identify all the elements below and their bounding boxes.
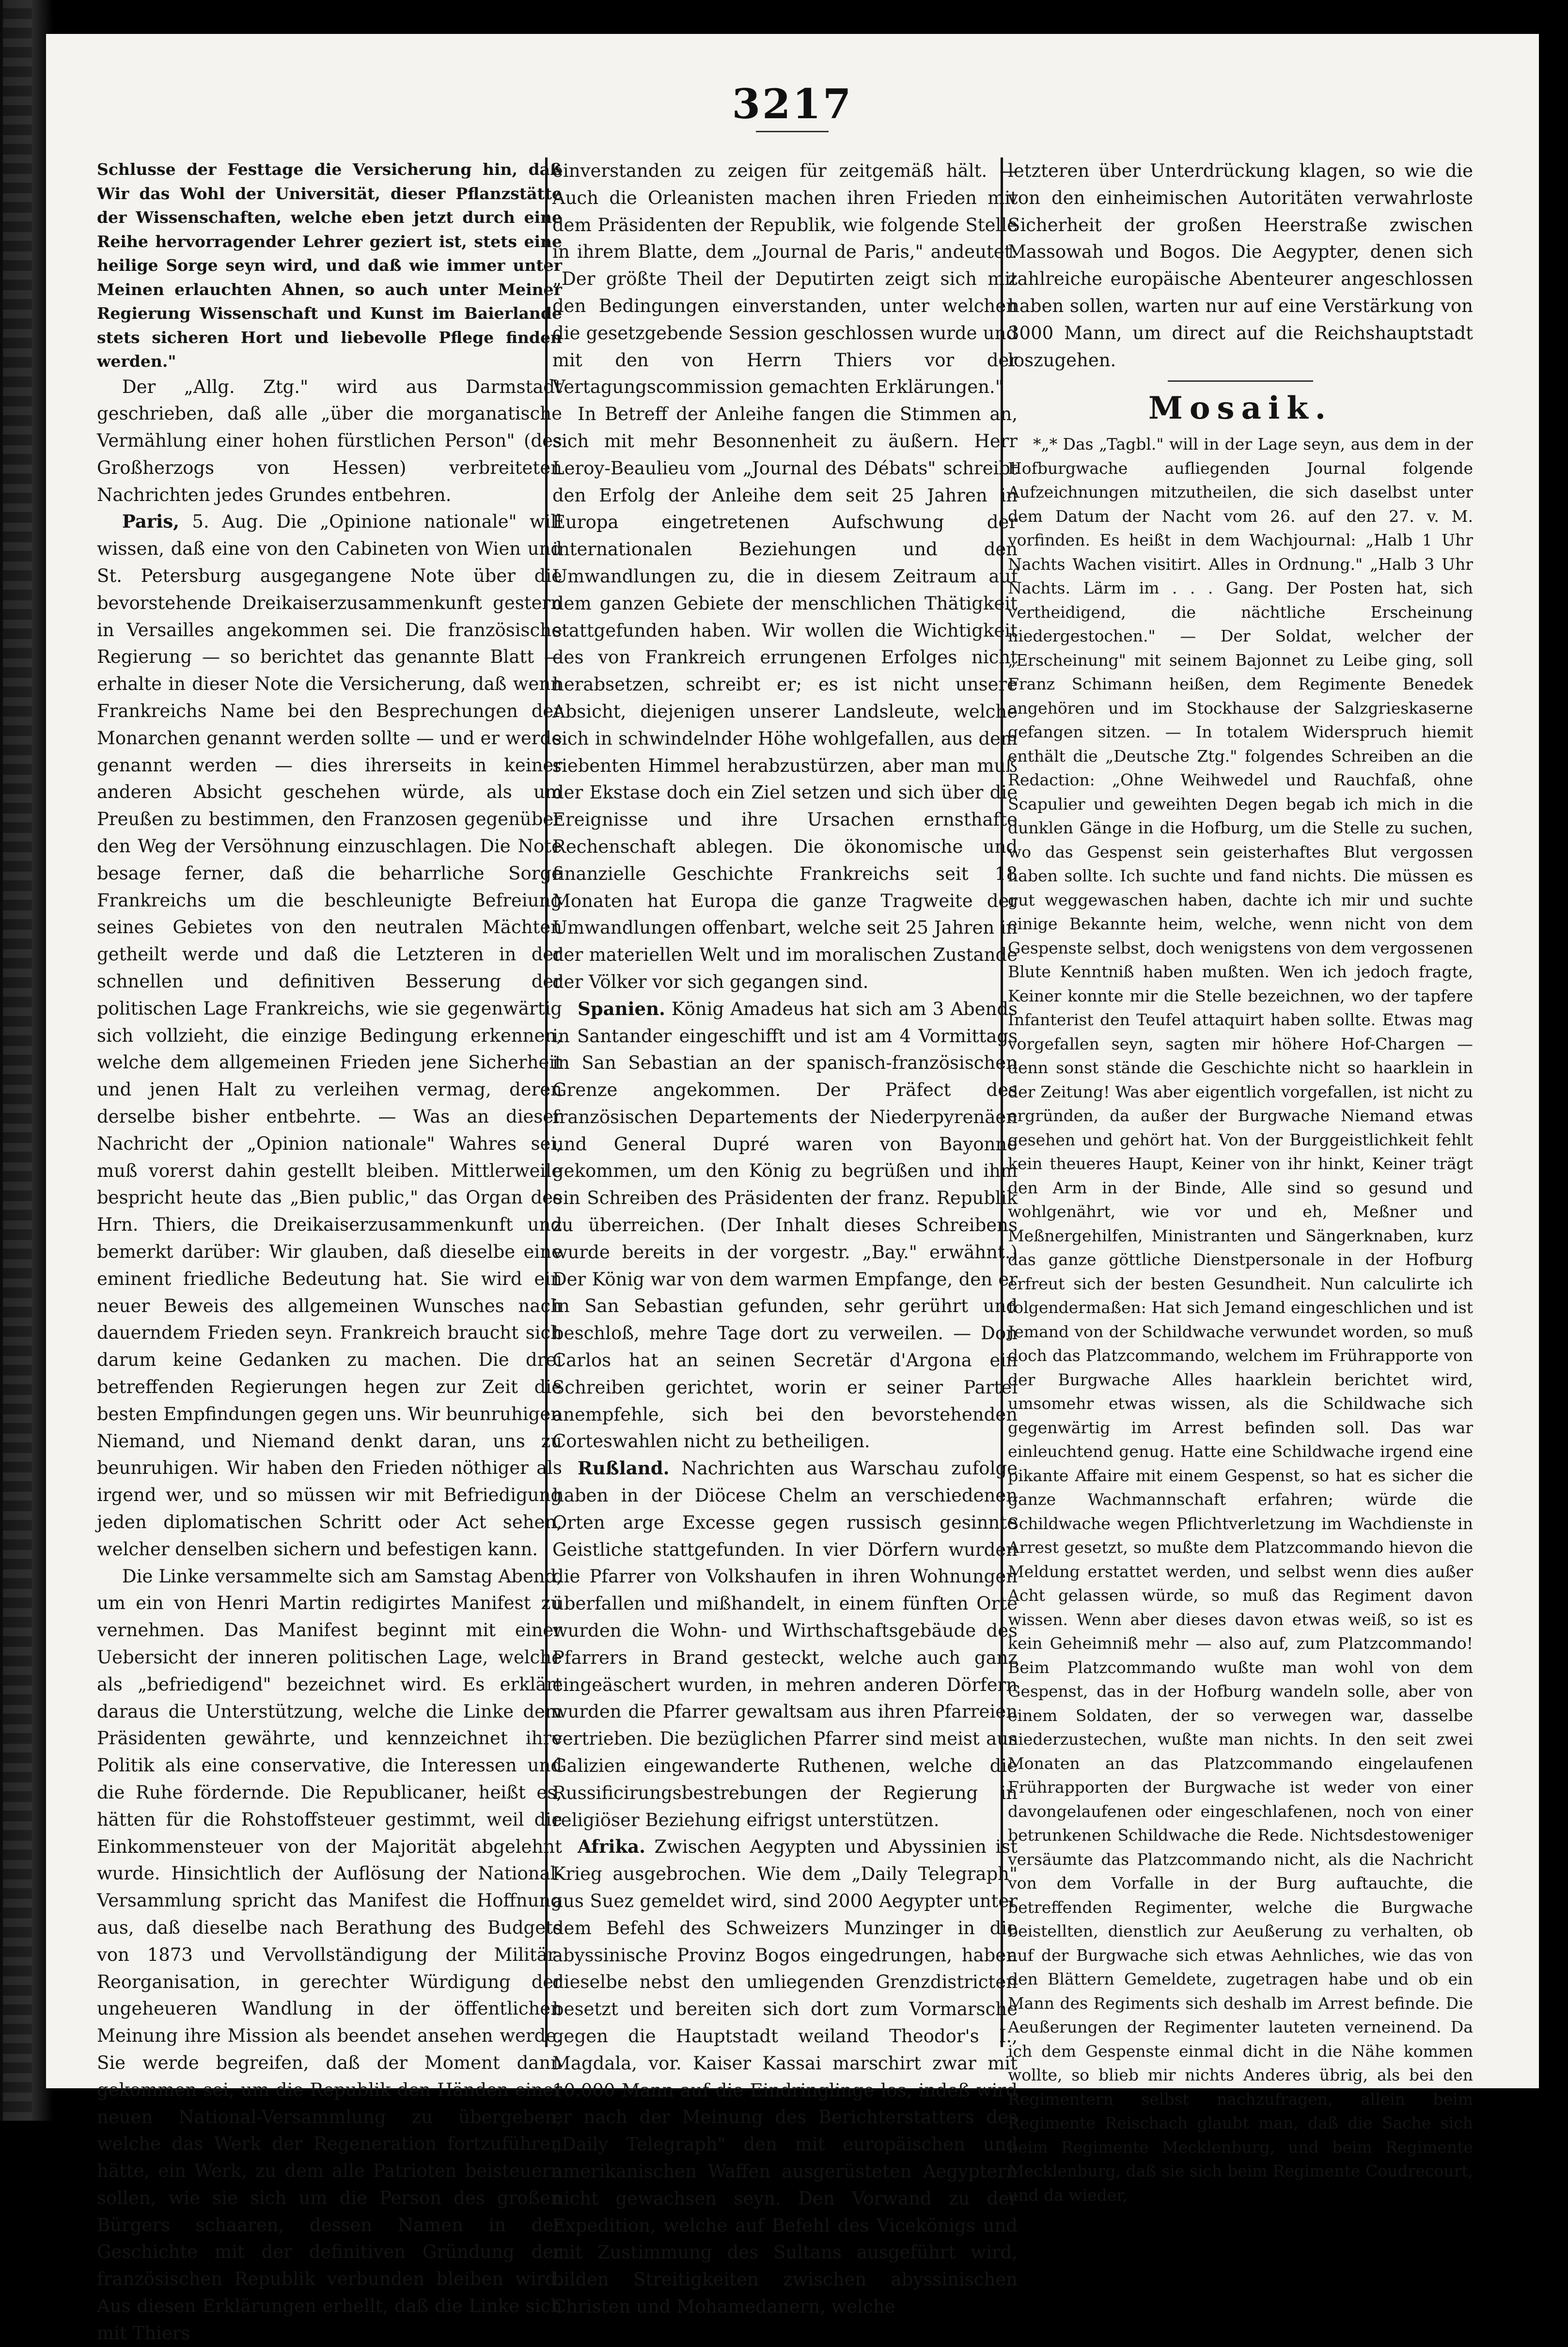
paragraph-anleihe: In Betreff der Anleihe fangen die Stimmen an, sich mit mehr Besonnenheit zu äußern. Herr Leroy-Beaulieu vom „Journal des Débats" schreibt den Erfolg der Anleihe dem seit 25 Jahren in Europa eingetretenen Aufschwung der internationalen Beziehungen und den Umwandlungen zu, die in diesem Zeitraum auf dem ganzen Gebiete der menschlichen Thätigkeit stattgefunden haben. Wir wollen die Wichtigkeit des von Frankreich errungenen Erfolges nicht herabsetzen, schreibt er; es ist nicht unsere Absicht, diejenigen unserer Landsleute, welche sich in schwindelnder Höhe wohlgefallen, aus dem siebenten Himmel herabzustürzen, aber man muß der Ekstase doch ein Ziel setzen und sich über die Ereignisse und ihre Ursachen ernsthafte Rechenschaft ablegen. Die ökonomische und finanzielle Geschichte Frankreichs seit 18 Monaten hat Europa die ganze Tragweite der Umwandlungen offenbart, welche seit 25 Jahren in der materiellen Welt und im moralischen Zustande der Völker vor sich gegangen sind.: [552, 404, 1018, 992]
paragraph-afrika-body: Zwischen Aegypten und Abyssinien ist Krieg ausgebrochen. Wie dem „Daily Telegraph" aus Suez gemeldet wird, sind 2000 Aegypter unter dem Befehl des Schweizers Munzinger in die abyssinische Provinz Bogos eingedrungen, haben dieselbe nebst den umliegenden Grenzdistricten besetzt und bereiten sich dort zum Vormarsche gegen die Hauptstadt weiland Theodor's I., Magdala, vor. Kaiser Kassai marschirt zwar mit 10.000 Mann auf die Eindringlinge los, indeß wird er nach der Meinung des Berichterstatters des „Daily Telegraph" den mit europäischen und amerikanischen Waffen ausgerüsteten Aegyptern nicht gewachsen seyn. Den Vorwand zu der Expedition, welche auf Befehl des Vicekönigs und mit Zustimmung des Sultans ausgeführt wird, bilden Streitigkeiten zwischen abyssinischen Christen und Mohamedanern, welche: [552, 1836, 1018, 2317]
dateline-afrika: Afrika.: [578, 1836, 646, 1858]
paragraph-linke-manifest: Die Linke versammelte sich am Samstag Abend, um ein von Henri Martin redigirtes Manifest zu vernehmen. Das Manifest beginnt mit einer Uebersicht der inneren politischen Lage, welche als „befriedigend" bezeichnet wird. Es erklärt daraus die Unterstützung, welche die Linke dem Präsidenten gewährte, und kennzeichnet ihre Politik als eine conservative, die Interessen und die Ruhe fördernde. Die Republicaner, heißt es, hätten für die Rohstoffsteuer gestimmt, weil die Einkommensteuer von der Majorität abgelehnt wurde. Hinsichtlich der Auflösung der National-Versammlung spricht das Manifest die Hoffnung aus, daß dieselbe nach Berathung des Budgets von 1873 und Vervollständigung der Militär-Reorganisation, in gerechter Würdigung der ungeheueren Wandlung in der öffentlichen Meinung ihre Mission als beendet ansehen werde. Sie werde begreifen, daß der Moment dann gekommen sei, um die Republik den Händen einer neuen National-Versammlung zu übergeben, welche das Werk der Regeneration fortzuführen hätte, ein Werk, zu dem alle Patrioten beisteuern sollen, wie sie sich um die Person des großen Bürgers schaaren, dessen Namen in der Geschichte mit der definitiven Gründung der französischen Republik verbunden bleiben wird. Aus diesen Erklärungen erhellt, daß die Linke sich mit Thiers: [97, 1565, 562, 2344]
column-left: [97, 157, 562, 2344]
paragraph-afrika: [552, 1833, 1018, 2320]
paragraph-orleanisten: einverstanden zu zeigen für zeitgemäß hält. — Auch die Orleanisten machen ihren Frieden mit dem Präsidenten der Republik, wie folgende Stelle in ihrem Blatte, dem „Journal de Paris," andeutet: „Der größte Theil der Deputirten zeigt sich mit den Bedingungen einverstanden, unter welchen die gesetzgebende Session geschlossen wurde und mit den von Herrn Thiers vor der Vertagungscommission gemachten Erklärungen.": [552, 160, 1018, 398]
paragraph-abyssinien-continued: letzteren über Unterdrückung klagen, so wie die von den einheimischen Autoritäten verwahrloste Sicherheit der großen Heerstraße zwischen Massowah und Bogos. Die Aegypter, denen sich zahlreiche europäische Abenteurer angeschlossen haben sollen, warten nur auf eine Verstärkung von 3000 Mann, um direct auf die Reichshauptstadt loszugehen.: [1008, 160, 1473, 371]
paragraph-spanien: [552, 996, 1018, 1455]
paragraph-russland-body: Nachrichten aus Warschau zufolge haben in der Diöcese Chelm an verschiedenen Orten arge Excesse gegen russisch gesinnte Geistliche stattgefunden. In vier Dörfern wurden die Pfarrer von Volkshaufen in ihren Wohnungen überfallen und mißhandelt, in einem fünften Orte wurden die Wohn- und Wirthschaftsgebäude des Pfarrers in Brand gesteckt, welche auch ganz eingeäschert wurden, in mehren anderen Dörfern wurden die Pfarrer gewaltsam aus ihren Pfarreien vertrieben. Die bezüglichen Pfarrer sind meist aus Galizien eingewanderte Ruthenen, welche die Russificirungsbestrebungen der Regierung in religiöser Beziehung eifrigst unterstützen.: [552, 1458, 1018, 1831]
paragraph-darmstadt: Der „Allg. Ztg." wird aus Darmstadt geschrieben, daß alle „über die morganatische Vermählung einer hohen fürstlichen Person" (des Großherzogs von Hessen) verbreiteten Nachrichten jedes Grundes entbehren.: [97, 376, 562, 505]
column-divider: [1001, 157, 1003, 2047]
dateline-russland: Rußland.: [578, 1457, 670, 1479]
page-number-underline: [756, 131, 829, 132]
paragraph-paris: [97, 508, 562, 1563]
column-divider: [545, 157, 548, 2047]
column-middle: [552, 157, 1018, 2317]
dateline-spanien: Spanien.: [578, 998, 665, 1019]
paragraph-university-closing: Schlusse der Festtage die Versicherung hin, daß Wir das Wohl der Universität, dieser Pflanzstätte der Wissenschaften, welche eben jetzt durch eine Reihe hervorragender Lehrer geziert ist, stets eine heilige Sorge seyn wird, und daß wie immer unter Meinen erlauchten Ahnen, so auch unter Meiner Regierung Wissenschaft und Kunst im Baierlande stets sicheren Hort und liebevolle Pflege finden werden.": [97, 160, 562, 371]
section-heading-mosaik: Mosaik.: [1148, 390, 1333, 427]
paragraph-spanien-body: König Amadeus hat sich am 3 Abends in Santander eingeschifft und ist am 4 Vormittags in San Sebastian an der spanisch-französischen Grenze angekommen. Der Präfect des französischen Departements der Niederpyrenäen und General Dupré waren von Bayonne gekommen, um den König zu begrüßen und ihm ein Schreiben des Präsidenten der franz. Republik zu überreichen. (Der Inhalt dieses Schreibens wurde bereits in der vorgestr. „Bay." erwähnt.) Der König war von dem warmen Empfange, den er in San Sebastian gefunden, sehr gerührt und beschloß, mehre Tage dort zu verweilen. — Don Carlos hat an seinen Secretär d'Argona ein Schreiben gerichtet, worin er seiner Partei anempfehle, sich bei den bevorstehenden Corteswahlen nicht zu betheiligen.: [552, 998, 1018, 1452]
newspaper-page: [46, 34, 1539, 2344]
column-right: [1008, 157, 1473, 2205]
paragraph-mosaik-gespenst: *„* Das „Tagbl." will in der Lage seyn, aus dem in der Hofburgwache aufliegenden Journal folgende Aufzeichnungen mitzutheilen, die sich daselbst unter dem Datum der Nacht vom 26. auf den 27. v. M. vorfinden. Es heißt in dem Wachjournal: „Halb 1 Uhr Nachts Wachen visitirt. Alles in Ordnung." „Halb 3 Uhr Nachts. Lärm im . . . Gang. Der Posten hat, sich vertheidigend, die nächtliche Erscheinung niedergestochen." — Der Soldat, welcher der „Erscheinung" mit seinem Bajonnet zu Leibe ging, soll Franz Schimann heißen, dem Regimente Benedek angehören und im Stockhause der Salzgrieskaserne gefangen sitzen. — In totalem Widerspruch hiemit enthält die „Deutsche Ztg." folgendes Schreiben an die Redaction: „Ohne Weihwedel und Rauchfaß, ohne Scapulier und geweihten Degen begab ich mich in die dunklen Gänge in die Hofburg, um die Stelle zu suchen, wo das Gespenst sein geisterhaftes Blut vergossen haben sollte. Ich suchte und fand nichts. Die müssen es gut weggewaschen haben, dachte ich mir und suchte einige Bekannte heim, welche, wenn nicht von dem Gespenste selbst, doch wenigstens von dem vergossenen Blute Kenntniß haben mußten. Wen ich jedoch fragte, Keiner konnte mir die Stelle bezeichnen, wo der tapfere Infanterist den Teufel attaquirt haben sollte. Etwas mag vorgefallen seyn, sagten mir höhere Hof-Chargen — denn sonst stände die Geschichte nicht so haarklein in der Zeitung! Was aber eigentlich vorgefallen, ist nicht zu ergründen, da außer der Burgwache Niemand etwas gesehen und gehört hat. Von der Burggeistlichkeit fehlt kein theueres Haupt, Keiner von ihr hinkt, Keiner trägt den Arm in der Binde, Alle sind so gesund und wohlgenährt, wie vor und eh, Meßner und Meßnergehilfen, Ministranten und Sängerknaben, kurz das ganze göttliche Dienstpersonale in der Hofburg erfreut sich der besten Gesundheit. Nun calculirte ich folgendermaßen: Hat sich Jemand eingeschlichen und ist Jemand von der Schildwache verwundet worden, so muß doch das Platzcommando, welchem im Frührapporte von der Burgwache Alles haarklein berichtet wird, umsomehr etwas wissen, als die Schildwache sich gegenwärtig im Arrest befinden soll. Das war einleuchtend genug. Hatte eine Schildwache irgend eine pikante Affaire mit einem Gespenst, so hat es sicher die ganze Wachmannschaft erfahren; würde die Schildwache wegen Pflichtverletzung im Wachdienste in Arrest gesetzt, so mußte dem Platzcommando hievon die Meldung erstattet werden, und selbst wenn dies außer Acht gelassen würde, so muß das Regiment davon wissen. Wenn aber dieses davon etwas weiß, so ist es kein Geheimniß mehr — also auf, zum Platzcommando! Beim Platzcommando wußte man wohl von dem Gespenst, das in der Hofburg wandeln solle, aber von einem Soldaten, der so verwegen war, dasselbe niederzustechen, wußte man nichts. In den seit zwei Monaten an das Platzcommando eingelaufenen Frührapporten der Burgwache ist weder von einer davongelaufenen oder eingeschlafenen, noch von einer betrunkenen Schildwache die Rede. Nichtsdestoweniger versäumte das Platzcommando nicht, als die Nachricht von dem Vorfalle in der Burg auftauchte, die betreffenden Regimenter, welche die Burgwache beistellten, dienstlich zur Aeußerung zu verhalten, ob auf der Burgwache sich etwas Aehnliches, wie das von den Blättern Gemeldete, zugetragen habe und ob ein Mann des Regiments sich deshalb im Arrest befinde. Die Aeußerungen der Regimenter lauteten verneinend. Da ich dem Gespenste einmal dicht in die Nähe kommen wollte, so blieb mir nichts Anderes übrig, als bei den Regimentern selbst nachzufragen, allein beim Regimente Reischach glaubt man, daß die Sache sich beim Regimente Mecklenburg, und beim Regimente Mecklenburg, daß sie sich beim Regimente Coudrecourt, und da wieder,: [1008, 435, 1473, 2205]
book-spine: [3, 0, 32, 2121]
paragraph-paris-body: 5. Aug. Die „Opinione nationale" will wissen, daß eine von den Cabineten von Wien und St. Petersburg ausgegangene Note über die bevorstehende Dreikaiserzusammenkunft gestern in Versailles angekommen sei. Die französische Regierung — so berichtet das genannte Blatt — erhalte in dieser Note die Versicherung, daß wenn Frankreichs Name bei den Besprechungen der Monarchen genannt werden sollte — und er werde genannt werden — dies ihrerseits in keiner anderen Absicht geschehen würde, als um Preußen zu bestimmen, den Franzosen gegenüber den Weg der Versöhnung einzuschlagen. Die Note besage ferner, daß die beharrliche Sorge Frankreichs um die beschleunigte Befreiung seines Gebietes von den neutralen Mächten getheilt werde und daß die Letzteren in der schnellen und definitiven Besserung der politischen Lage Frankreichs, wie sie gegenwärtig sich vollzieht, die einzige Bedingung erkennen, welche dem allgemeinen Frieden jene Sicherheit und jenen Halt zu verleihen vermag, deren derselbe bisher entbehrte. — Was an dieser Nachricht der „Opinion nationale" Wahres sei, muß vorerst dahin gestellt bleiben. Mittlerweile bespricht heute das „Bien public," das Organ des Hrn. Thiers, die Dreikaiserzusammenkunft und bemerkt darüber: Wir glauben, daß dieselbe eine eminent friedliche Bedeutung hat. Sie wird ein neuer Beweis des allgemeinen Wunsches nach dauerndem Frieden seyn. Frankreich braucht sich darum keine Gedanken zu machen. Die drei betreffenden Regierungen hegen zur Zeit die besten Empfindungen gegen uns. Wir beunruhigen Niemand, und Niemand denkt daran, uns zu beunruhigen. Wir haben den Frieden nöthiger als irgend wer, und so müssen wir mit Befriedigung jeden diplomatischen Schritt oder Act sehen, welcher denselben sichern und befestigen kann.: [97, 511, 562, 1560]
dateline-paris: Paris,: [122, 511, 180, 532]
paragraph-russland: [552, 1455, 1018, 1833]
section-divider: [1168, 380, 1313, 382]
page-number: 3217: [732, 80, 853, 128]
